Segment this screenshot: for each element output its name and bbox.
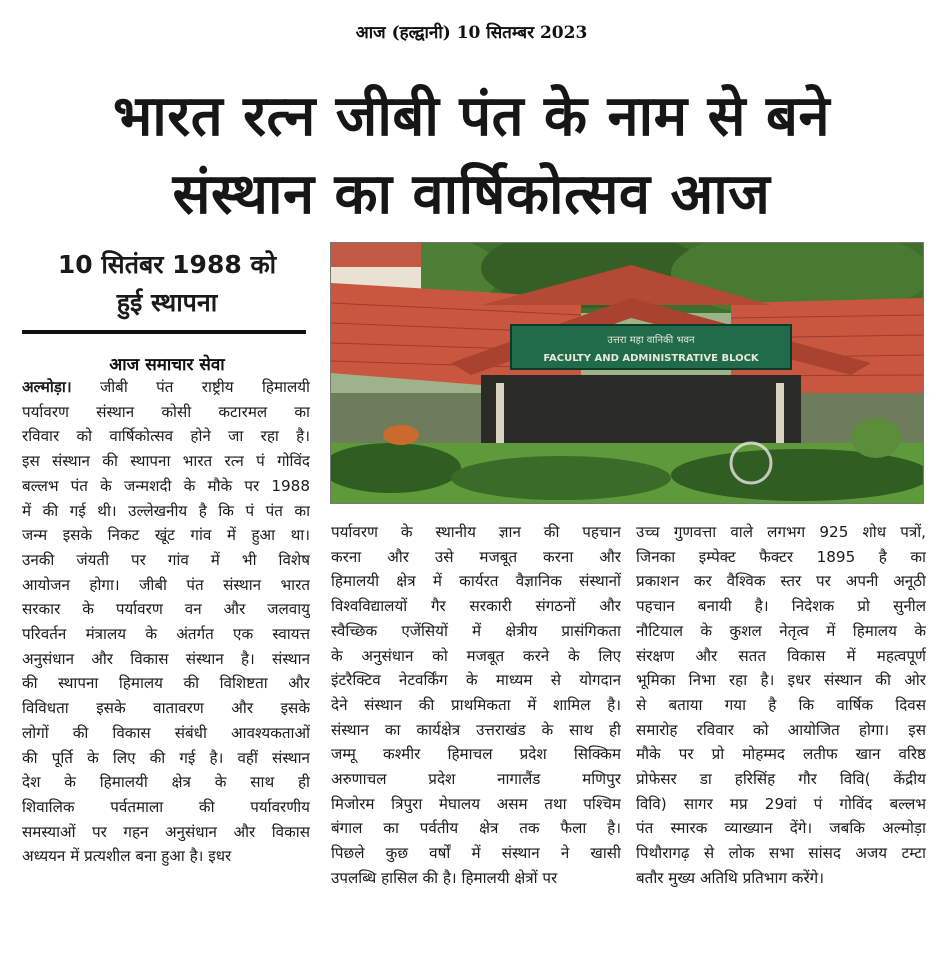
article-column-1 (22, 375, 310, 869)
headline-line-1: भारत रत्न जीबी पंत के नाम से बने (112, 84, 831, 149)
article-line: पिथौरागढ़ से लोक सभा सांसद अजय टम्टा (636, 844, 926, 863)
article-line: रविवार को वार्षिकोत्सव होने जा रहा है। (22, 427, 310, 446)
article-line: पर्यावरण संस्थान कोसी कटारमल का (22, 402, 310, 421)
article-line: मिजोरम त्रिपुरा मेघालय असम तथा पश्चिम (331, 794, 621, 813)
article-line: पिछले कुछ वर्षों में संस्थान ने खासी (331, 844, 621, 863)
section-rule (22, 330, 306, 334)
article-line: भूमिका निभा रहा है। इधर संस्थान की ओर (636, 671, 926, 690)
article-line: उनकी जंयती पर गांव में भी विशेष (22, 550, 310, 569)
article-line: परिवर्तन मंत्रालय के अंतर्गत एक स्वायत्त (22, 625, 310, 644)
article-line: अरुणाचल प्रदेश नागालैंड मणिपुर (331, 770, 621, 789)
article-lead-text: जीबी पंत राष्ट्रीय हिमालयी (71, 378, 310, 396)
article-line: अनुसंधान और विकास संस्थान है। संस्थान (22, 649, 310, 668)
subheadline (22, 246, 312, 322)
article-line: उपलब्धि हासिल की है। हिमालयी क्षेत्रों पर (331, 868, 558, 887)
article-line: इस संस्थान की स्थापना भारत रत्न पं गोविंद (22, 452, 310, 471)
article-line (22, 375, 310, 400)
article-line: के अनुसंधान को मजबूत करने के लिए (331, 646, 621, 665)
article-line: संस्थान का कार्यक्षेत्र उत्तराखंड के साथ ही (331, 720, 621, 739)
article-line: इंटरैक्टिव नेटवर्किंग के माध्यम से योगदान (331, 671, 621, 690)
article-line: अध्ययन में प्रत्यशील बना हुआ है। इधर (22, 847, 232, 866)
article-line: आयोजन होगा। जीबी पंत संस्थान भारत (22, 575, 310, 594)
article-line: प्रकाशन कर वैश्विक स्तर पर अपनी अनूठी (636, 572, 926, 591)
article-column-3 (636, 520, 926, 891)
subheadline-line-2: हुई स्थापना (116, 288, 218, 317)
article-line: उच्च गुणवत्ता वाले लगभग 925 शोध पत्रों, (636, 523, 926, 541)
article-line: शिवालिक पर्वतमाला की पर्यावरणीय (22, 797, 310, 816)
article-line: से बताया गया है कि वार्षिक दिवस (636, 695, 926, 714)
article-line: पहचान बनायी है। निदेशक प्रो सुनील (636, 597, 926, 616)
article-line: पर्यावरण के स्थानीय ज्ञान की पहचान (331, 523, 621, 541)
article-line: लोगों की विकास संबंधी आवश्यकताओं (22, 723, 310, 742)
article-line: में की गई थी। उल्लेखनीय है कि पं पंत का (22, 501, 310, 520)
building-photo (330, 242, 924, 504)
subheadline-line-1: 10 सितंबर 1988 को (57, 250, 277, 279)
article-line: बल्लभ पंत के जन्मशदी के मौके पर 1988 (22, 476, 310, 495)
article-line: जिनका इम्पेक्ट फैक्टर 1895 है का (636, 547, 926, 566)
article-line: संरक्षण और सतत विकास में महत्वपूर्ण (636, 646, 926, 665)
headline-line-2: संस्थान का वार्षिकोत्सव आज (172, 162, 771, 227)
article-line: जन्म इसके निकट खूंट गांव में हुआ था। (22, 526, 310, 545)
article-line: समारोह रविवार को आयोजित होगा। इस (636, 720, 926, 739)
article-line: देने संस्थान की प्राथमिकता में शामिल है। (331, 695, 621, 714)
article-line: विश्वविद्यालयों गैर सरकारी संगठनों और (331, 597, 621, 616)
article-line: पंत स्मारक व्याख्यान देंगे। जबकि अल्मोड़ा (636, 819, 926, 838)
sign-english-text: FACULTY AND ADMINISTRATIVE BLOCK (543, 353, 759, 364)
article-line: समस्याओं पर गहन अनुसंधान और विकास (22, 822, 310, 841)
article-line: करना और उसे मजबूत करना और (331, 547, 621, 566)
article-line: स्वैच्छिक एजेंसियों में क्षेत्रीय प्रासंगिकता (331, 621, 621, 640)
article-line: विविधता इसके वातावरण और इसके (22, 699, 310, 718)
article-line: हिमालयी क्षेत्र में कार्यरत वैज्ञानिक संस्थानों (331, 572, 621, 591)
article-line: मौके पर प्रो मोहम्मद लतीफ खान वरिष्ठ (636, 745, 926, 764)
article-line: विवि) सागर मप्र 29वां पं गोविंद बल्लभ (636, 794, 926, 813)
headline (20, 78, 923, 234)
article-line: की स्थापना हिमालय की विशिष्टता और (22, 674, 310, 693)
article-column-2 (331, 520, 621, 891)
article-line: बतौर मुख्य अतिथि प्रतिभाग करेंगे। (636, 868, 824, 887)
article-line: जम्मू कश्मीर हिमाचल प्रदेश सिक्किम (331, 745, 621, 764)
masthead: आज (हल्द्वानी) 10 सितम्बर 2023 (355, 23, 588, 43)
article-line: बंगाल का पर्वतीय क्षेत्र तक फैला है। (331, 819, 621, 838)
article-line: प्रोफेसर डा हरिसिंह गौर विवि( केंद्रीय (636, 770, 926, 789)
article-line: देश के हिमालयी क्षेत्र के साथ ही (22, 773, 310, 792)
sign-hindi-text: उत्तरा महा वानिकी भवन (607, 335, 695, 346)
article-line: की पूर्ति के लिए की गई है। वहीं संस्थान (22, 748, 310, 767)
article-line: सरकार के पर्यावरण वन और जलवायु (22, 600, 310, 619)
byline: आज समाचार सेवा (109, 355, 225, 375)
article-line: नौटियाल के कुशल नेतृत्व में हिमालय के (636, 621, 926, 640)
dateline: अल्मोड़ा। (22, 378, 72, 396)
building-illustration (331, 243, 924, 504)
